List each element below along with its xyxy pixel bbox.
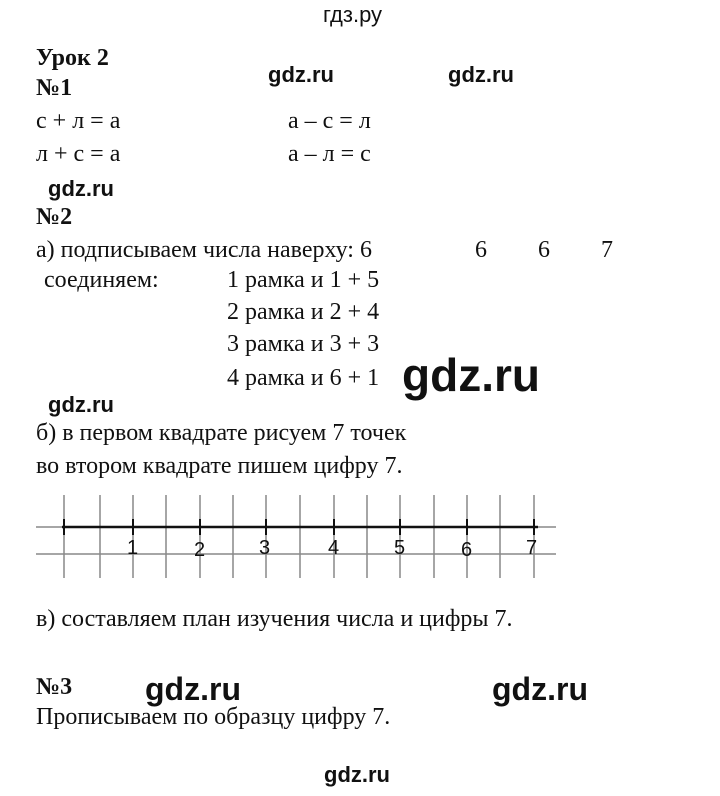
- task-b-line: во втором квадрате пишем цифру 7.: [36, 453, 403, 479]
- task-a-line: а) подписываем числа наверху: 6: [36, 237, 372, 263]
- connect-label: соединяем:: [44, 267, 159, 293]
- equation: а – л = с: [288, 141, 371, 167]
- number-line-label: 2: [194, 539, 206, 561]
- task-v-line: в) составляем план изучения числа и цифры 7.: [36, 606, 513, 632]
- watermark: gdz.ru: [402, 349, 540, 401]
- exercise-3-text: Прописываем по образцу цифру 7.: [36, 704, 391, 730]
- number-line-label: 4: [328, 537, 340, 559]
- task-b-line: б) в первом квадрате рисуем 7 точек: [36, 420, 407, 446]
- top-number: 7: [601, 237, 613, 263]
- number-line-grid: [0, 490, 720, 590]
- exercise-1-label: №1: [36, 75, 73, 101]
- exercise-3-label: №3: [36, 674, 73, 700]
- number-line-label: 5: [394, 537, 406, 559]
- number-line-label: 1: [127, 537, 139, 559]
- lesson-title: Урок 2: [36, 45, 109, 71]
- connect-line: 2 рамка и 2 + 4: [227, 299, 380, 325]
- watermark: gdz.ru: [48, 176, 114, 201]
- equation: а – с = л: [288, 108, 371, 134]
- connect-line: 3 рамка и 3 + 3: [227, 331, 380, 357]
- watermark: gdz.ru: [324, 762, 390, 787]
- watermark: gdz.ru: [145, 671, 241, 707]
- watermark: gdz.ru: [448, 62, 514, 87]
- equation: л + с = а: [36, 141, 121, 167]
- number-line-label: 3: [259, 537, 271, 559]
- exercise-2-label: №2: [36, 204, 73, 230]
- watermark: gdz.ru: [268, 62, 334, 87]
- equation: с + л = а: [36, 108, 121, 134]
- watermark: gdz.ru: [492, 671, 588, 707]
- top-number: 6: [475, 237, 487, 263]
- watermark: gdz.ru: [48, 392, 114, 417]
- site-header: гдз.ру: [323, 2, 383, 27]
- connect-line: 4 рамка и 6 + 1: [227, 365, 380, 391]
- number-line-label: 7: [526, 537, 538, 559]
- top-number: 6: [538, 237, 550, 263]
- connect-line: 1 рамка и 1 + 5: [227, 267, 380, 293]
- number-line-label: 6: [461, 539, 473, 561]
